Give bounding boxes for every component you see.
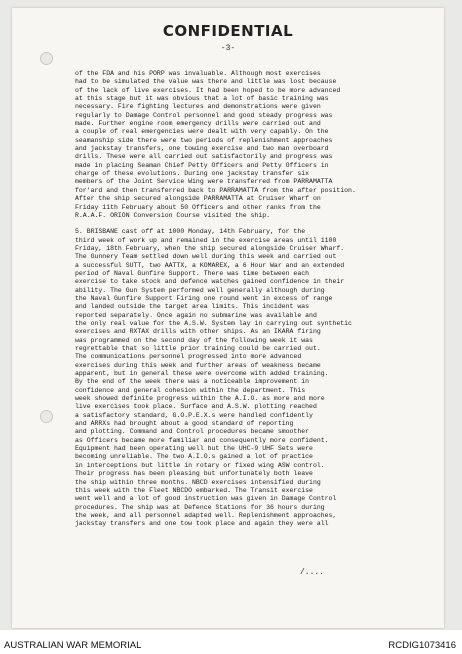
text-line: apparent, but in general these were overcome with added training. xyxy=(75,370,329,378)
text-line: Equipment had been operating well but the UHC-9 UHF Sets were xyxy=(75,445,313,453)
text-line: The Gunnery Team settled down well during this week and carried out xyxy=(75,253,337,261)
text-line: the Naval Gunfire Support Firing one round went in excess of range xyxy=(75,294,333,302)
text-line: and ARRXs had brought about a good standard of reporting xyxy=(75,420,294,428)
document-body xyxy=(75,70,447,529)
text-line: regularly to Damage Control personnel and good steady progress was xyxy=(75,111,333,119)
classification-stamp: CONFIDENTIAL xyxy=(162,22,294,40)
text-line: procedures. The ship was at Defence Stations for 36 hours during xyxy=(75,503,325,511)
text-line: period of Naval Gunfire Support. There was time between each xyxy=(75,269,310,277)
punch-hole xyxy=(40,410,53,423)
text-line: in interceptions but little in rotary or fixed wing ASW control. xyxy=(75,461,325,469)
text-line: made. Further engine room emergency drills were carried out and xyxy=(75,120,321,128)
text-line: The communications personnel progressed into more advanced xyxy=(75,353,302,361)
punch-hole xyxy=(40,52,53,65)
text-line: as Officers became more familiar and consequently more confident. xyxy=(75,436,329,444)
text-line: Friday, 18th February, when the ship secured alongside Cruiser Wharf. xyxy=(75,244,345,252)
text-line: a satisfactory standard, G.O.P.E.X.s were handled confidently xyxy=(75,411,313,419)
text-line: R.A.A.F. ORION Conversion Course visited the ship. xyxy=(75,211,271,219)
text-line: week showed definite progress within the A.I.O. as more and more xyxy=(75,395,325,403)
text-line: jackstay transfers and one tow took place and again they were all xyxy=(75,520,329,528)
text-line: this week with the Fleet NBCDO embarked. The Transit exercise xyxy=(75,486,313,494)
text-line: After the ship secured alongside PARRAMATTA at Cruiser Wharf on xyxy=(75,195,321,203)
text-line: exercise to take stock and defence watches gained confidence in their xyxy=(75,278,345,286)
text-line: seamanship side there were two periods of replenishment approaches xyxy=(75,136,333,144)
paragraph-1 xyxy=(75,70,447,220)
text-line: was programmed on the second day of the following week it was xyxy=(75,336,313,344)
archive-reference: RCDIG1073416 xyxy=(388,640,456,651)
archive-name: AUSTRALIAN WAR MEMORIAL xyxy=(4,640,142,651)
text-line: and plotting. Command and Control procedures became smoother xyxy=(75,428,310,436)
text-line: had to be simulated the value was there and little was lost because xyxy=(75,78,337,86)
continuation-mark: /.... xyxy=(300,568,325,577)
text-line: the only real value for the A.S.W. System lay in carrying out synthetic xyxy=(75,319,352,327)
text-line: exercises during this week and further areas of weakness became xyxy=(75,361,321,369)
text-line: necessary. Fire fighting lectures and demonstrations were given xyxy=(75,103,321,111)
text-line: of the lack of live exercises. It had been hoped to be more advanced xyxy=(75,86,341,94)
text-line: 5. BRISBANE cast off at 1000 Monday, 14th February, for the xyxy=(75,228,306,236)
text-line: third week of work up and remained in the exercise areas until 1100 xyxy=(75,236,337,244)
archive-footer xyxy=(0,630,462,654)
text-line: charge of these evolutions. During one jackstay transfer six xyxy=(75,170,310,178)
text-line: the ship within three months. NBCD exercises intensified during xyxy=(75,478,321,486)
text-line: a successful SUTT, two AATTX, a KOMAREX, a 6 Hour War and an extended xyxy=(75,261,345,269)
text-line: confidence and general cohesion within the department. This xyxy=(75,386,306,394)
text-line: at this stage but it was obvious that a lot of basic training was xyxy=(75,95,329,103)
text-line: Friday 11th February about 50 Officers and other ranks from the xyxy=(75,203,321,211)
text-line: made in placing Seaman Chief Petty Officers and Petty Officers in xyxy=(75,161,329,169)
text-line: live exercises took place. Surface and A.S.W. plotting reached xyxy=(75,403,317,411)
text-line: and jackstay transfers, one towing exercise and two man overboard xyxy=(75,145,329,153)
text-line: exercises and RXTAX drills with other ships. As an IKARA firing xyxy=(75,328,321,336)
text-line: regrettable that so little prior training could be carried out. xyxy=(75,345,321,352)
page-number: -3- xyxy=(220,44,236,53)
text-line: By the end of the week there was a noticeable improvement in xyxy=(75,378,310,386)
text-line: ability. The Gun System performed well generally although during xyxy=(75,286,325,294)
text-line: the week, and all personnel adapted well. Replenishment approaches, xyxy=(75,511,337,519)
text-line: Their progress has been pleasing but unfortunately both leave xyxy=(75,470,313,478)
text-line: a couple of real emergencies were dealt with very capably. On the xyxy=(75,128,329,136)
paragraph-5 xyxy=(75,228,447,528)
paragraph-gap xyxy=(75,220,447,228)
document-page xyxy=(12,8,444,628)
text-line: went well and a lot of good instruction was given in Damage Control xyxy=(75,495,337,503)
text-line: drills. These were all carried out satisfactorily and progress was xyxy=(75,153,333,161)
text-line: members of the Joint Service Wing were transferred from PARRAMATTA xyxy=(75,178,333,186)
text-line: and landed outside the target area limits. This incident was xyxy=(75,303,310,311)
text-line: of the FDA and his PORP was invaluable. Although most exercises xyxy=(75,70,321,77)
text-line: becoming unreliable. The two A.I.O.s gained a lot of practice xyxy=(75,453,313,461)
text-line: reported separately. Once again no submarine was available and xyxy=(75,311,317,319)
text-line: for'ard and then transferred back to PARRAMATTA from the after position. xyxy=(75,186,356,194)
